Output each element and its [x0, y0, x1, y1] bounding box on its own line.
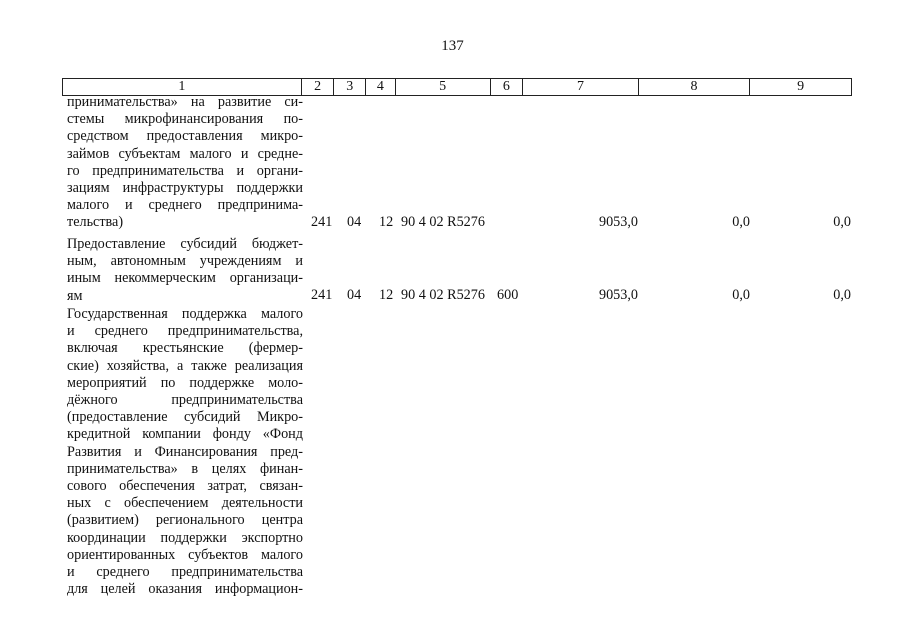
description-line: ных с обеспечением деятельности — [67, 495, 303, 512]
row-2-col-6: 600 — [497, 287, 519, 303]
column-header-3: 3 — [334, 79, 366, 96]
description-line: иным некоммерческим организаци- — [67, 270, 303, 287]
description-line: Предоставление субсидий бюджет- — [67, 236, 303, 252]
description-line: займов субъектам малого и средне- — [67, 145, 303, 162]
description-line: дёжного предпринимательства — [67, 392, 303, 409]
description-line: кредитной компании фонду «Фонд — [67, 426, 303, 443]
description-line: сового обеспечения затрат, связан- — [67, 478, 303, 495]
description-line: малого и среднего предпринима- — [67, 197, 303, 214]
column-header-7: 7 — [523, 79, 639, 96]
description-line: (развитием) регионального центра — [67, 512, 303, 529]
row-2-col-2: 241 — [311, 287, 333, 303]
description-line: (предоставление субсидий Микро- — [67, 409, 303, 426]
description-line: Развития и Финансирования пред- — [67, 443, 303, 460]
description-line: для целей оказания информацион- — [67, 581, 303, 598]
row-2-col-8: 0,0 — [732, 287, 750, 303]
row-2-col-9: 0,0 — [833, 287, 851, 303]
row-2-col-7: 9053,0 — [598, 287, 638, 303]
row-description-1 — [67, 94, 303, 232]
description-line: го предпринимательства и органи- — [67, 162, 303, 179]
description-line: принимательства» на развитие си- — [67, 94, 303, 110]
column-header-6: 6 — [490, 79, 523, 96]
row-1-col-3: 04 — [347, 214, 362, 230]
description-line: стемы микрофинансирования по- — [67, 111, 303, 128]
row-description-2 — [67, 236, 303, 305]
page-number: 137 — [441, 38, 464, 54]
row-1-col-5: 90 4 02 R5276 — [401, 214, 485, 230]
description-line: включая крестьянские (фермер- — [67, 340, 303, 357]
row-1-col-8: 0,0 — [732, 214, 750, 230]
description-line: зациям инфраструктуры поддержки — [67, 180, 303, 197]
column-header-9: 9 — [750, 79, 852, 96]
description-line: принимательства» в целях финан- — [67, 460, 303, 477]
row-2-col-5: 90 4 02 R5276 — [401, 287, 485, 303]
column-header-1: 1 — [63, 79, 302, 96]
description-line: и среднего предпринимательства — [67, 564, 303, 581]
description-line: мероприятий по поддержке моло- — [67, 374, 303, 391]
description-line: тельства) — [67, 214, 124, 231]
row-1-col-2: 241 — [311, 214, 333, 230]
description-line: и среднего предпринимательства, — [67, 323, 303, 340]
description-line: ские) хозяйства, а также реализация — [67, 357, 303, 374]
row-2-col-4: 12 — [379, 287, 394, 303]
description-line: ориентированных субъектов малого — [67, 546, 303, 563]
column-header-8: 8 — [638, 79, 750, 96]
column-header-4: 4 — [366, 79, 396, 96]
description-line: ным, автономным учреждениям и — [67, 253, 303, 270]
column-header-row — [63, 79, 852, 96]
column-header-2: 2 — [301, 79, 334, 96]
description-line: координации поддержки экспортно — [67, 529, 303, 546]
description-line: ям — [67, 287, 83, 304]
description-line: Государственная поддержка малого — [67, 306, 303, 322]
row-1-col-9: 0,0 — [833, 214, 851, 230]
row-description-3 — [67, 306, 303, 598]
row-1-col-4: 12 — [379, 214, 394, 230]
row-1-col-7: 9053,0 — [598, 214, 638, 230]
description-line: средством предоставления микро- — [67, 128, 303, 145]
row-2-col-3: 04 — [347, 287, 362, 303]
column-header-5: 5 — [395, 79, 490, 96]
